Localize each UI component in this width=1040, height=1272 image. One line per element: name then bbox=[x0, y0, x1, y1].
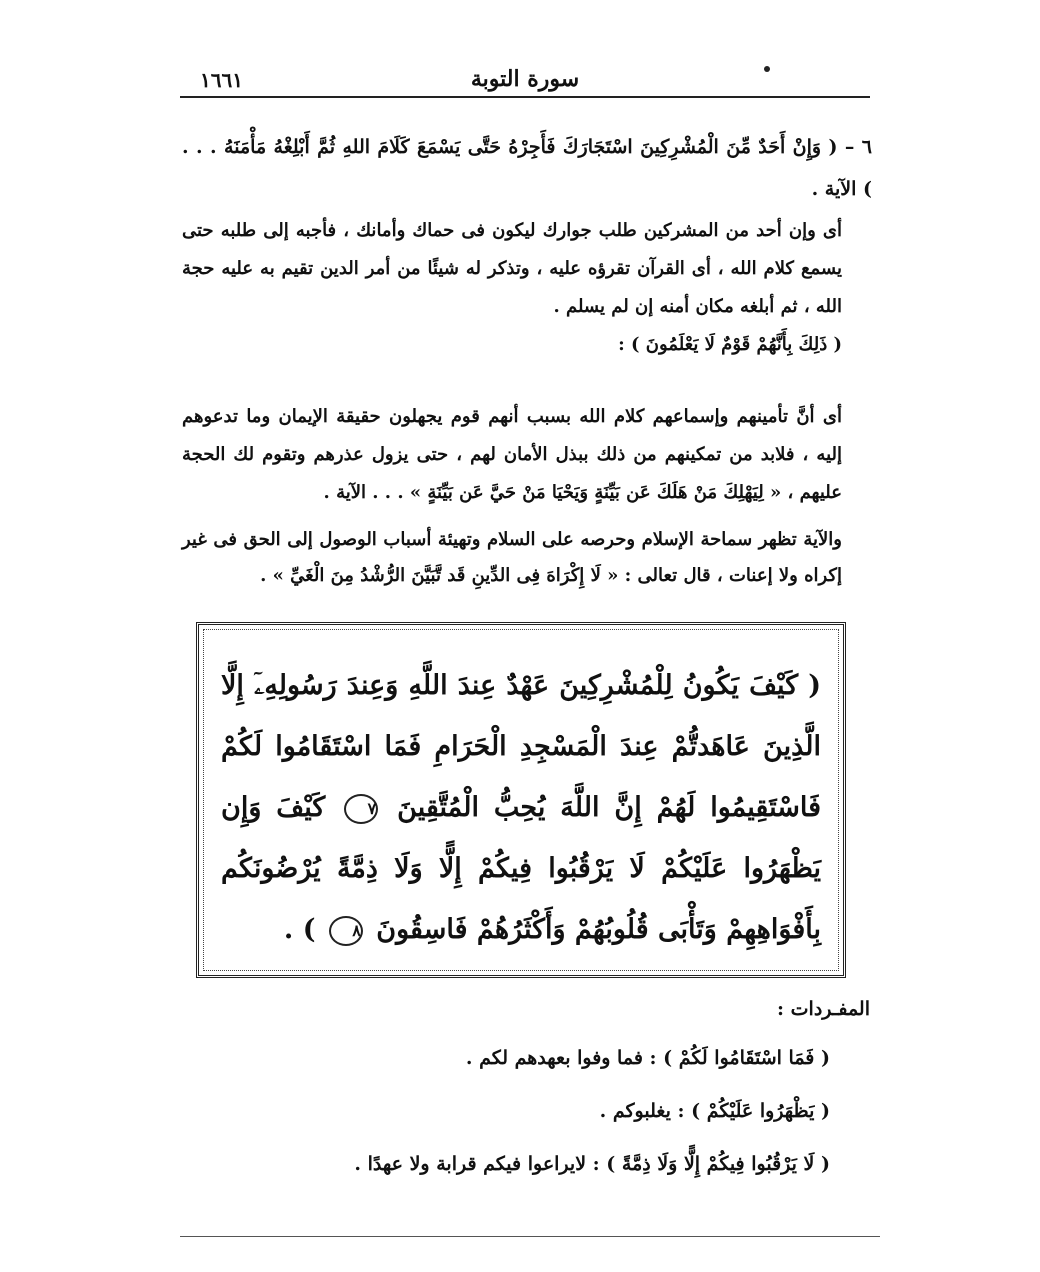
ayah-number-7: ٧ bbox=[344, 794, 378, 824]
tafsir-text-2: ( ذَلِكَ بِأَنَّهُمْ قَوْمٌ لَا يَعْلَمُونَ ) : bbox=[618, 334, 842, 355]
vocabulary-heading: المفـردات : bbox=[777, 998, 870, 1020]
quran-verse-frame bbox=[196, 622, 846, 978]
tafsir-paragraph-2 bbox=[182, 398, 872, 512]
tafsir-paragraph-1 bbox=[182, 212, 872, 364]
page-number: ١٦٦١ bbox=[200, 68, 243, 92]
tafsir-paragraph-3 bbox=[182, 522, 872, 594]
vocabulary-item: ( فَمَا اسْتَقَامُوا لَكُمْ ) : فما وفوا بعهدهم لكم . bbox=[465, 1047, 830, 1069]
tafsir-text-4: والآية تظهر سماحة الإسلام وحرصه على السلام وتهيئة أسباب الوصول إلى الحق فى غير إكراه ولا إعنات ، قال تعالى : « لَا إِكْرَاهَ فِى الدِّينِ قَد تَّبَيَّنَ الرُّشْدُ مِنَ الْغَيِّ » . bbox=[182, 529, 842, 586]
quran-verse-closing: ) . bbox=[283, 914, 316, 945]
quran-verse-part-2: كَيْفَ وَإِن يَظْهَرُوا عَلَيْكُمْ لَا يَرْقُبُوا فِيكُمْ إِلًّا وَلَا ذِمَّةً يُرْضُونَكُم بِأَفْوَاهِهِمْ وَتَأْبَى قُلُوبُهُمْ وَأَكْثَرُهُمْ فَاسِقُونَ bbox=[221, 792, 821, 945]
page-header bbox=[180, 62, 870, 98]
header-dot bbox=[764, 66, 770, 72]
verse-reference bbox=[182, 126, 872, 210]
ayah-number-8: ٨ bbox=[329, 916, 363, 946]
verse-reference-text: ٦ – ( وَإِنْ أَحَدٌ مِّنَ الْمُشْرِكِينَ اسْتَجَارَكَ فَأَجِرْهُ حَتَّى يَسْمَعَ كَلَامَ اللهِ ثُمَّ أَبْلِغْهُ مَأْمَنَهُ . . . ) الآية . bbox=[182, 136, 873, 200]
quran-verse-text bbox=[221, 655, 821, 960]
quran-verse-part-1: ( كَيْفَ يَكُونُ لِلْمُشْرِكِينَ عَهْدٌ عِندَ اللَّهِ وَعِندَ رَسُولِهِۦٓ إِلَّا الَّذِينَ عَاهَدتُّمْ عِندَ الْمَسْجِدِ الْحَرَامِ فَمَا اسْتَقَامُوا لَكُمْ فَاسْتَقِيمُوا لَهُمْ إِنَّ اللَّهَ يُحِبُّ الْمُتَّقِينَ bbox=[221, 670, 821, 823]
tafsir-text-3: أى أنَّ تأمينهم وإسماعهم كلام الله بسبب أنهم قوم يجهلون حقيقة الإيمان وما تدعوهم إليه ، فلابد من تمكينهم من ذلك ببذل الأمان لهم ، حتى يزول عذرهم وتقوم لك الحجة عليهم ، « لِيَهْلِكَ مَنْ هَلَكَ عَن بَيِّنَةٍ وَيَحْيَا مَنْ حَيَّ عَن بَيِّنَةٍ » . . . الآية . bbox=[182, 406, 842, 503]
footer-divider bbox=[180, 1236, 880, 1237]
tafsir-text-1: أى وإن أحد من المشركين طلب جوارك ليكون فى حماك وأمانك ، فأجبه إلى طلبه حتى يسمع كلام الله ، أى القرآن تقرؤه عليه ، وتذكر له شيئًا من أمر الدين تقيم به عليه حجة الله ، ثم أبلغه مكان أمنه إن لم يسلم . bbox=[182, 220, 842, 317]
surah-title: سورة التوبة bbox=[470, 66, 580, 92]
vocabulary-list bbox=[210, 1032, 830, 1191]
vocabulary-item: ( يَظْهَرُوا عَلَيْكُمْ ) : يغلبوكم . bbox=[599, 1100, 830, 1122]
vocabulary-item: ( لَا يَرْقُبُوا فِيكُمْ إِلًّا وَلَا ذِمَّةً ) : لايراعوا فيكم قرابة ولا عهدًا . bbox=[354, 1153, 830, 1175]
